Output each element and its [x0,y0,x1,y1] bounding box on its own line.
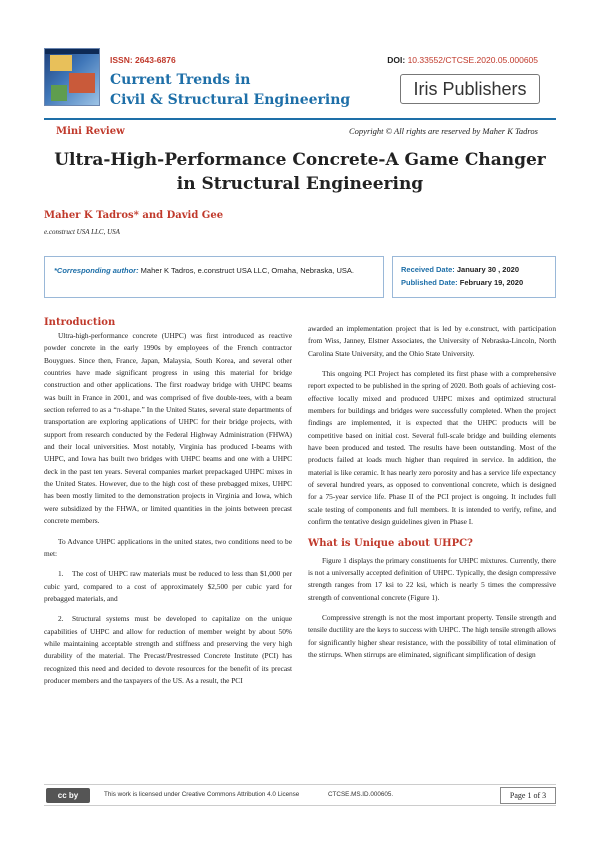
left-column [44,316,292,695]
journal-cover-image [44,48,100,106]
corresponding-label: *Corresponding author: [54,266,139,275]
right-column [308,323,556,669]
copyright: Copyright © All rights are reserved by Maher K Tadros [349,126,538,136]
header-rule [44,118,556,120]
received-label: Received Date: [401,265,455,274]
received-value: January 30 , 2020 [454,265,519,274]
issn: ISSN: 2643-6876 [110,55,176,65]
right-paragraph-2: This ongoing PCI Project has completed its first phase with a comprehensive report expected to be published in the spring of 2020. Both goals of achieving cost-effective locally mixed and produced UHPC mixes and optimized structural members for buildings and bridges were successfully completed. When the project findings are implemented, it is expected that the UHPC products will be competitive based on initial cost. Several full-scale bridge and building elements have been produced and tested. The results have been outstanding. Most of the products failed at loads much higher than required in service. In addition, the material is like ceramic. It has nearly zero porosity and has a service life expectancy of several hundred years, as opposed to conventional concrete, which is designed for a 75-year service life. Phase II of the PCI project is ongoing. It includes full scale testing of components and full members. It is intended to verify, refine, and confirm the tentative design guidelines given in Phase I. [308,369,556,527]
right-paragraph-4: Compressive strength is not the most important property. Tensile strength and tensile ductility are the keys to success with UHPC. The high tensile strength allows for significantly higher shear resistance, with the possibility of total elimination of the stirrups. When stirrups are eliminated, significant simplification of design [308,612,556,659]
doi-label: DOI: [387,55,406,65]
unique-heading: What is Unique about UHPC? [308,537,473,549]
license-text: This work is licensed under Creative Commons Attribution 4.0 License [104,791,300,798]
article-type: Mini Review [56,126,125,137]
title-line2: in Structural Engineering [176,174,424,194]
journal-name-line2: Civil & Structural Engineering [110,92,351,108]
published-label: Published Date: [401,278,458,287]
journal-name[interactable] [110,70,350,110]
corresponding-author-box [44,256,384,298]
list-item-2-text: Structural systems must be developed to capitalize on the unique capabilities of UHPC and allow for reduction of member weight by about 50% while maintaining acceptable strength and stiffness and preserving the very high durability of the material. The Precast/Prestressed Concrete Institute (PCI) has recognized this need and decided to devote resources for the benefit of its precast producer members and the taxpayers of the US. As a result, the PCI [44,614,292,685]
right-paragraph-3: Figure 1 displays the primary constituents for UHPC mixtures. Currently, there is not a universally accepted definition of UHPC. Typically, the design compressive strength ranges from 17 ksi to 22 ksi, which is nearly 5 times the compressive strength of conventional concrete (Figure 1). [308,555,556,602]
published-value: February 19, 2020 [457,278,524,287]
introduction-heading: Introduction [44,317,116,328]
intro-paragraph-1: Ultra-high-performance concrete (UHPC) was first introduced as reactive powder concrete in the early 1990s by employees of the French contractor Bouygues. Since then, France, Japan, Malaysia, South Korea, and several other countries have made significant progress in using this material for bridge construction and other applications. The first roadway bridge with UHPC beams was built in France in 2001, and was comprised of five double-tees, with a beam section referred to as a “π-shape.” In the United States, several state departments of transportation are exploring applications of UHPC for their bridge projects, with support from research conducted by the Federal Highway Administration (FHWA) and their local universities. Most notably, Virginia has produced I-beams with UHPC, and Iowa has built two bridges with UHPC beams and one with a UHPC deck in the past ten years. Several companies market prepackaged UHPC mixes in the United States. However, due to the high cost of these prebagged mixes, UHPC has been mostly limited to the demonstration projects in Virginia and Iowa, which were subsidized by the FHWA, or limited quantities in the joints between precast concrete members. [44,331,292,526]
cc-license-icon[interactable]: cc by [46,788,90,803]
page-footer [44,784,556,806]
page-number: Page 1 of 3 [500,787,556,804]
affiliation: e.construct USA LLC, USA [44,228,120,236]
list-item-1-number: 1. [58,569,64,579]
list-item-1 [44,568,292,605]
list-item-1-text: The cost of UHPC raw materials must be reduced to less than $1,000 per cubic yard, compared to a cost of approximately $2,500 per cubic yard for prebagged materials, and [44,569,292,603]
doi-value: 10.33552/CTCSE.2020.05.000605 [407,55,538,65]
article-title [44,148,556,196]
manuscript-id: CTCSE.MS.ID.000605. [328,791,394,798]
title-line1: Ultra-High-Performance Concrete-A Game Changer [54,150,546,170]
publisher-logo[interactable]: Iris Publishers [400,74,540,104]
intro-paragraph-2: To Advance UHPC applications in the united states, two conditions need to be met: [44,536,292,558]
right-paragraph-1: awarded an implementation project that is led by e.construct, with participation from Wiss, Janney, Elstner Associates, the University of Nebraska-Lincoln, North Carolina State University, and the Ohio State University. [308,324,556,358]
journal-header [0,0,600,122]
journal-name-line1: Current Trends in [110,72,251,88]
list-item-2 [44,613,292,687]
authors: Maher K Tadros* and David Gee [44,210,224,221]
dates-box [392,256,556,298]
corresponding-text: Maher K Tadros, e.construct USA LLC, Omaha, Nebraska, USA. [138,266,354,275]
list-item-2-number: 2. [58,614,64,624]
doi[interactable] [387,55,538,65]
